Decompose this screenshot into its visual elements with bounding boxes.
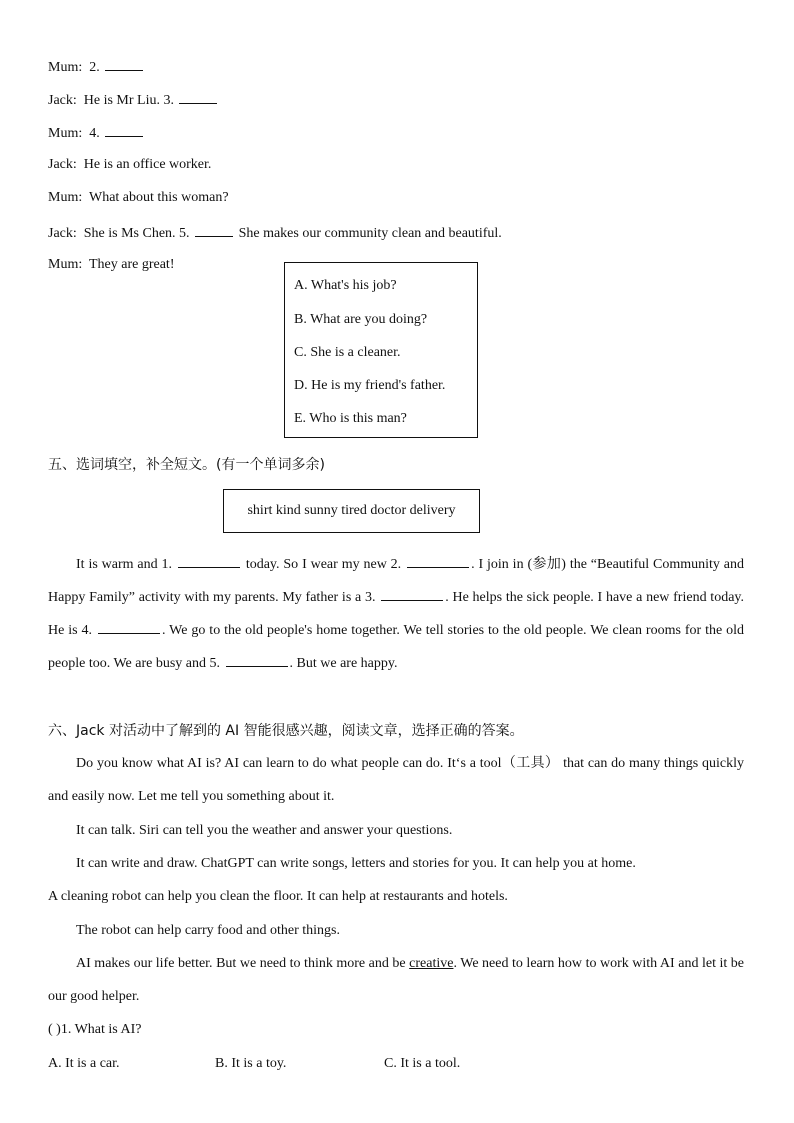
dialogue-line-3: Mum: 4. <box>48 122 145 144</box>
answer-blank[interactable] <box>105 122 143 137</box>
reading-paragraph-3b: A cleaning robot can help you clean the floor. It can help at restaurants and hotels. <box>48 889 508 904</box>
reading-paragraph-1: Do you know what AI is? AI can learn to do what people can do. It‘s a tool（工具） that can do many things quickly and easily now. Let me tell you something about it. <box>48 756 744 804</box>
answer-blank[interactable] <box>179 89 217 104</box>
options-box <box>284 262 478 438</box>
answer-blank[interactable] <box>407 553 469 568</box>
option-b: B. What are you doing? <box>294 312 428 327</box>
answer-blank[interactable] <box>105 56 143 71</box>
option-c: C. She is a cleaner. <box>294 345 401 360</box>
answer-blank[interactable] <box>226 652 288 667</box>
section-5-passage: It is warm and 1. today. So I wear my new 2. . I join in (参加) the “Beautiful Community and Happy Family” activity with my parents. My father is a 3. . He helps the sick people. I have a new friend today. He is 4. . We go to the old people's home together. We tell stories to the old people. We clean rooms for the old people too. We are busy and 5. . But we are happy. <box>48 548 744 680</box>
answer-blank[interactable] <box>195 222 233 237</box>
dialogue-line-4: Jack: He is an office worker. <box>48 157 212 172</box>
reading-paragraph-5: AI makes our life better. But we need to think more and be creative. We need to learn how to work with AI and let it be our good helper. <box>48 956 745 1004</box>
word-bank: shirt kind sunny tired doctor delivery <box>223 489 480 533</box>
answer-blank[interactable] <box>381 586 443 601</box>
question-1: ( )1. What is AI? <box>48 1022 142 1037</box>
dialogue-line-6: Jack: She is Ms Chen. 5. She makes our community clean and beautiful. <box>48 222 502 244</box>
reading-paragraph-2: It can talk. Siri can tell you the weather and answer your questions. <box>76 823 453 838</box>
section-5-heading: 五、选词填空，补全短文。(有一个单词多余) <box>48 457 325 473</box>
dialogue-line-2: Jack: He is Mr Liu. 3. <box>48 89 219 111</box>
highlighted-word: creative <box>409 956 454 971</box>
dialogue-line-7: Mum: They are great! <box>48 257 175 272</box>
dialogue-line-1: Mum: 2. <box>48 56 145 78</box>
option-e: E. Who is this man? <box>294 411 407 426</box>
q1-option-c[interactable]: C. It is a tool. <box>384 1056 461 1071</box>
reading-paragraph-3a: It can write and draw. ChatGPT can write songs, letters and stories for you. It can help you at home. <box>76 856 636 871</box>
option-a: A. What's his job? <box>294 278 397 293</box>
option-d: D. He is my friend's father. <box>294 378 446 393</box>
answer-blank[interactable] <box>98 619 160 634</box>
answer-blank[interactable] <box>178 553 240 568</box>
reading-paragraph-4: The robot can help carry food and other things. <box>76 923 340 938</box>
section-6-heading: 六、Jack 对活动中了解到的 AI 智能很感兴趣，阅读文章，选择正确的答案。 <box>48 723 524 739</box>
dialogue-line-5: Mum: What about this woman? <box>48 190 229 205</box>
q1-option-b[interactable]: B. It is a toy. <box>215 1056 287 1071</box>
q1-option-a[interactable]: A. It is a car. <box>48 1056 120 1071</box>
